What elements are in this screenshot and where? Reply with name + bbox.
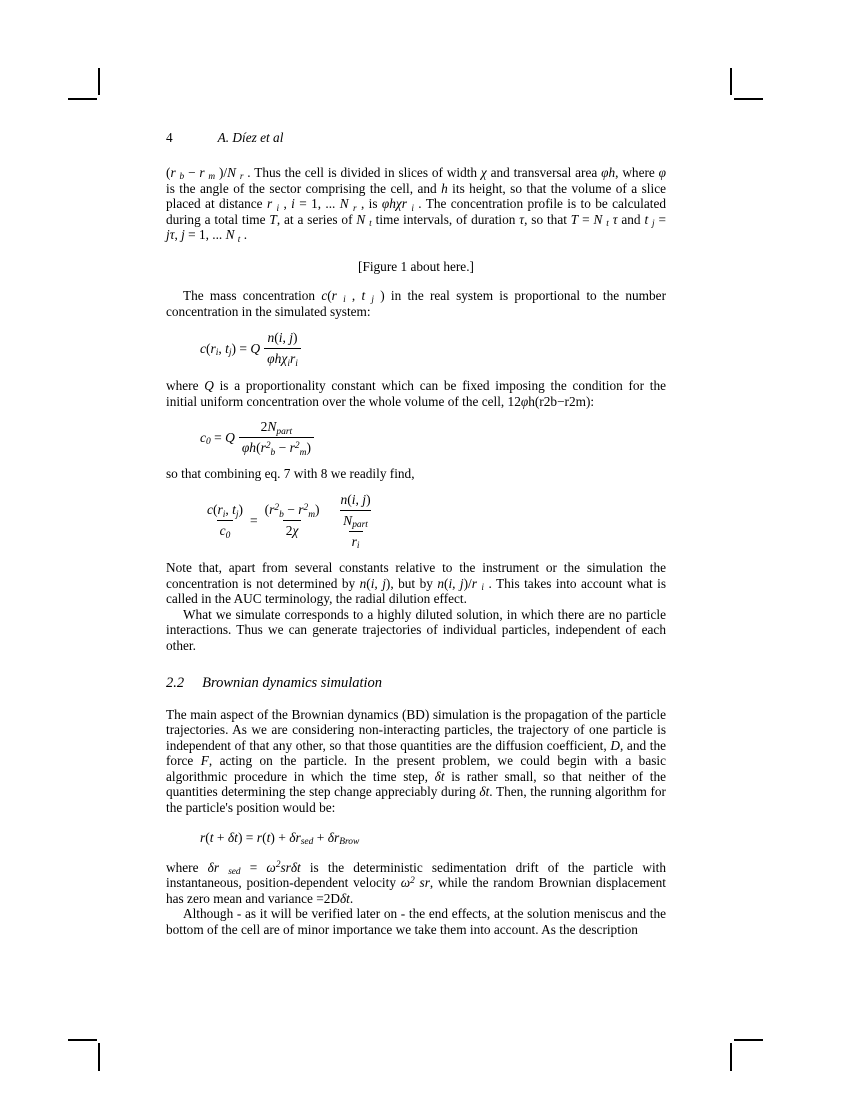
equation-text: 2χ [285, 523, 299, 539]
equation-text: $N_{part}$ [343, 512, 368, 531]
paragraph-proportionality: where Q is a proportionality constant which can be fixed imposing the condition for the initial uniform concentration over the whole volume of the cell, 12φh(r2b−r2m): [166, 378, 666, 409]
equation-text: $r(t + \delta t) = r(t) + \delta r_{sed} + \delta r_{Brow}$ [200, 829, 360, 848]
equation-text: $(r^2_b - r^2_m)$ [264, 502, 320, 520]
fraction [331, 492, 381, 550]
equation-ratio [166, 492, 666, 550]
equation-text: $\varphi h(r^2_b - r^2_m)$ [241, 440, 311, 458]
equation-text: n(i, j) [267, 330, 298, 346]
equation-text: n(i, j) [340, 491, 371, 507]
section-title: Brownian dynamics simulation [202, 674, 383, 691]
equation-concentration [166, 330, 666, 367]
equation-text: $c(r_i$, $t_j$) [207, 502, 244, 520]
paragraph-sed-drift: where δr $_{sed} = \omega^2sr\delta t$ is the deterministic sedimentation drift of the particle with instantaneous, position-dependent velocity $\omega^2$ sr, while the random Brownian displacement has zero mean and variance =2Dδt. [166, 859, 667, 906]
crop-mark-top-left-horizontal [68, 98, 97, 100]
section-number: 2.2 [166, 674, 185, 691]
figure-placeholder: [Figure 1 about here.] [358, 258, 474, 274]
paragraph-note: Note that, apart from several constants relative to the instrument or the simulation the concentration is not determined by n(i, j), but by n(i, j)/r $_i$ . This takes into account what is called in the AUC terminology, the radial dilution effect. [166, 559, 667, 607]
equation-text: $\varphi h\chi_ir_i$ [267, 351, 298, 369]
running-head: A. Díez et al [217, 130, 284, 145]
fraction [204, 502, 246, 539]
crop-mark-top-right-vertical [730, 68, 732, 95]
equation-text: $c_0$ [219, 523, 231, 541]
equation-text: $r_i$ [351, 533, 360, 552]
section-heading [166, 674, 666, 692]
text-column [166, 130, 666, 938]
crop-mark-bottom-right-horizontal [734, 1039, 763, 1041]
crop-mark-top-right-horizontal [734, 98, 763, 100]
paragraph-cell-slices: (r $_b$ − r $_m$ )/N $_r$ . Thus the cell is divided in slices of width χ and transversal area φh, where φ is the angle of the sector comprising the cell, and h its height, so that the volume of a slice placed at distance r $_i$ , i = 1, ... N $_r$ , is φhχr $_i$ . The concentration profile is to be calculated during a total time T, at a series of N $_t$ time intervals, of duration τ, so that T = N $_t$ τ and t $_j$ = jτ, j = 1, ... N $_t$ . [166, 165, 667, 245]
crop-mark-bottom-right-vertical [730, 1043, 732, 1071]
fraction [239, 419, 314, 456]
page-header [166, 130, 666, 146]
equation-position-update [166, 830, 666, 846]
crop-mark-bottom-left-vertical [98, 1043, 100, 1071]
equation-text: $c(r_i$, $t_j) = Q$ [200, 340, 261, 359]
paragraph-diluted: What we simulate corresponds to a highly diluted solution, in which there are no particle interactions. Thus we can generate trajectories of individual particles, independent of each other. [166, 606, 666, 653]
fraction [262, 502, 323, 539]
fraction [338, 492, 374, 529]
crop-mark-top-left-vertical [98, 68, 100, 95]
page-number: 4 [166, 130, 173, 145]
paragraph-combining: so that combining eq. 7 with 8 we readily find, [166, 466, 415, 482]
equation-text: = [250, 512, 258, 528]
paragraph-bd-main: The main aspect of the Brownian dynamics (BD) simulation is the propagation of the particle trajectories. As we are considering non-interacting particles, the trajectory of one particle is independent of that any other, so that those quantities are the diffusion coefficient, D, and the force F, acting on the particle. In the present problem, we could begin with a basic algorithmic procedure in which the time step, δt is rather small, so that neither of the quantities determining the step change appreciably during δt. Then, the running algorithm for the particle's position would be: [166, 706, 667, 816]
fraction [264, 330, 301, 367]
paragraph-mass-concentration: The mass concentration c(r $_i$ , t $_j$ ) in the real system is proportional to the number concentration in the simulated system: [166, 287, 666, 319]
crop-mark-bottom-left-horizontal [68, 1039, 97, 1041]
equation-text: $c_0 = Q$ [200, 429, 235, 448]
paragraph-end-effects: Although - as it will be verified later on - the end effects, at the solution meniscus and the bottom of the cell are of minor importance we take them into account. As the description [166, 906, 666, 938]
equation-text: $2N_{part}$ [260, 419, 293, 437]
equation-c0 [166, 419, 666, 456]
